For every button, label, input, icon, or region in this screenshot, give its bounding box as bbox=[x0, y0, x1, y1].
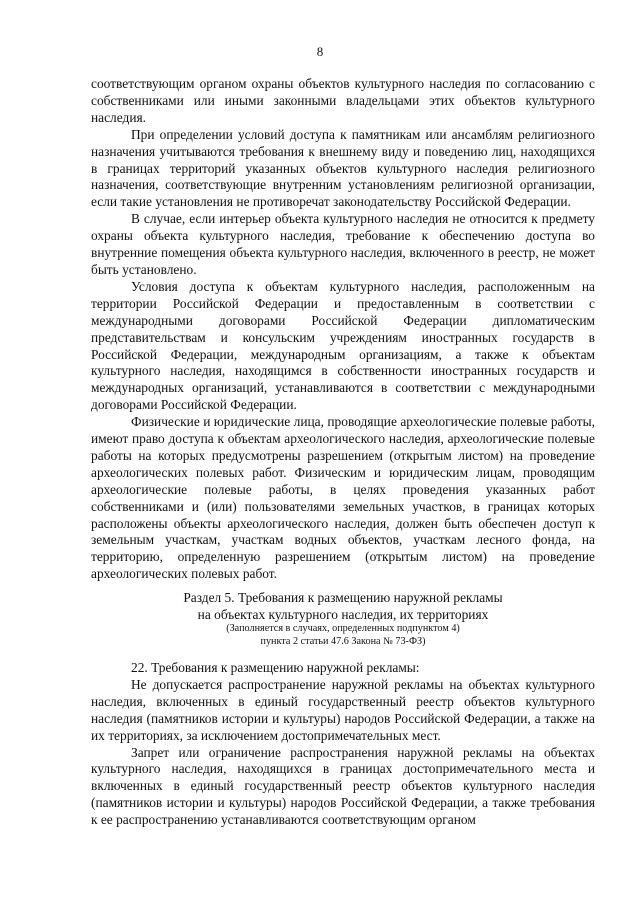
section-note-line-1: (Заполняется в случаях, определенных подпунктом 4) bbox=[226, 623, 460, 634]
document-body bbox=[91, 76, 595, 583]
item-22-heading: 22. Требования к размещению наружной рекламы: bbox=[131, 660, 420, 675]
section-title-line-2: на объектах культурного наследия, их территориях bbox=[197, 606, 489, 622]
paragraph-diplomatic: Условия доступа к объектам культурного наследия, расположенным на территории Российской Федерации и предоставленным в соответствии с международными договорами Российской Федерации дипломатическим представительствам и консульским учреждениям иностранных государств в Российской Федерации, международным организациям, а также к объектам культурного наследия, находящимся в собственности иностранных государств и международных организаций, устанавливаются в соответствии с международными договорами Российской Федерации. bbox=[91, 278, 595, 413]
section-5-body bbox=[91, 660, 595, 829]
paragraph-interior: В случае, если интерьер объекта культурного наследия не относится к предмету охраны объекта культурного наследия, требование к обеспечению доступа во внутренние помещения объекта культурного наследия, включенного в реестр, не может быть установлено. bbox=[91, 211, 595, 277]
paragraph-religious-access: При определении условий доступа к памятникам или ансамблям религиозного назначения учитываются требования к внешнему виду и поведению лиц, находящихся в границах территорий указанных объектов культурного наследия религиозного назначения, соответствующие внутренним установлениям религиозной организации, если такие установления не противоречат законодательству Российской Федерации. bbox=[91, 126, 595, 210]
section-note-line-2: пункта 2 статьи 47.6 Закона № 73-ФЗ) bbox=[260, 635, 426, 647]
paragraph-archaeological: Физические и юридические лица, проводящие археологические полевые работы, имеют право доступа к объектам археологического наследия, археологические полевые работы на которых предусмотрены разрешением (открытым листом) на проведение археологических полевых работ. Физическим и юридическим лицам, проводящим археологические полевые работы, в целях проведения указанных работ собственниками и (или) пользователями земельных участков, в границах которых расположены объекты археологического наследия, должен быть обеспечен доступ к земельным участкам, участкам водных объектов, участкам лесного фонда, на территорию, определенную разрешением (открытым листом) на проведение археологических полевых работ. bbox=[91, 414, 595, 582]
page-number: 8 bbox=[316, 44, 324, 59]
paragraph-continuation: соответствующим органом охраны объектов культурного наследия по согласованию с собственниками или иными законными владельцами этих объектов культурного наследия. bbox=[91, 76, 595, 125]
section-5-heading bbox=[91, 590, 595, 648]
section-title-line-1: Раздел 5. Требования к размещению наружной рекламы bbox=[183, 590, 503, 605]
paragraph-advertising-restriction: Запрет или ограничение распространения наружной рекламы на объектах культурного наследия, находящихся в границах достопримечательного места и включенных в единый государственный реестр объектов культурного наследия (памятников истории и культуры) народов Российской Федерации, а также требования к ее распространению устанавливаются соответствующим органом bbox=[91, 744, 595, 828]
paragraph-advertising-ban: Не допускается распространение наружной рекламы на объектах культурного наследия, включенных в единый государственный реестр объектов культурного наследия (памятников истории и культуры) народов Российской Федерации, а также на их территориях, за исключением достопримечательных мест. bbox=[91, 676, 595, 743]
